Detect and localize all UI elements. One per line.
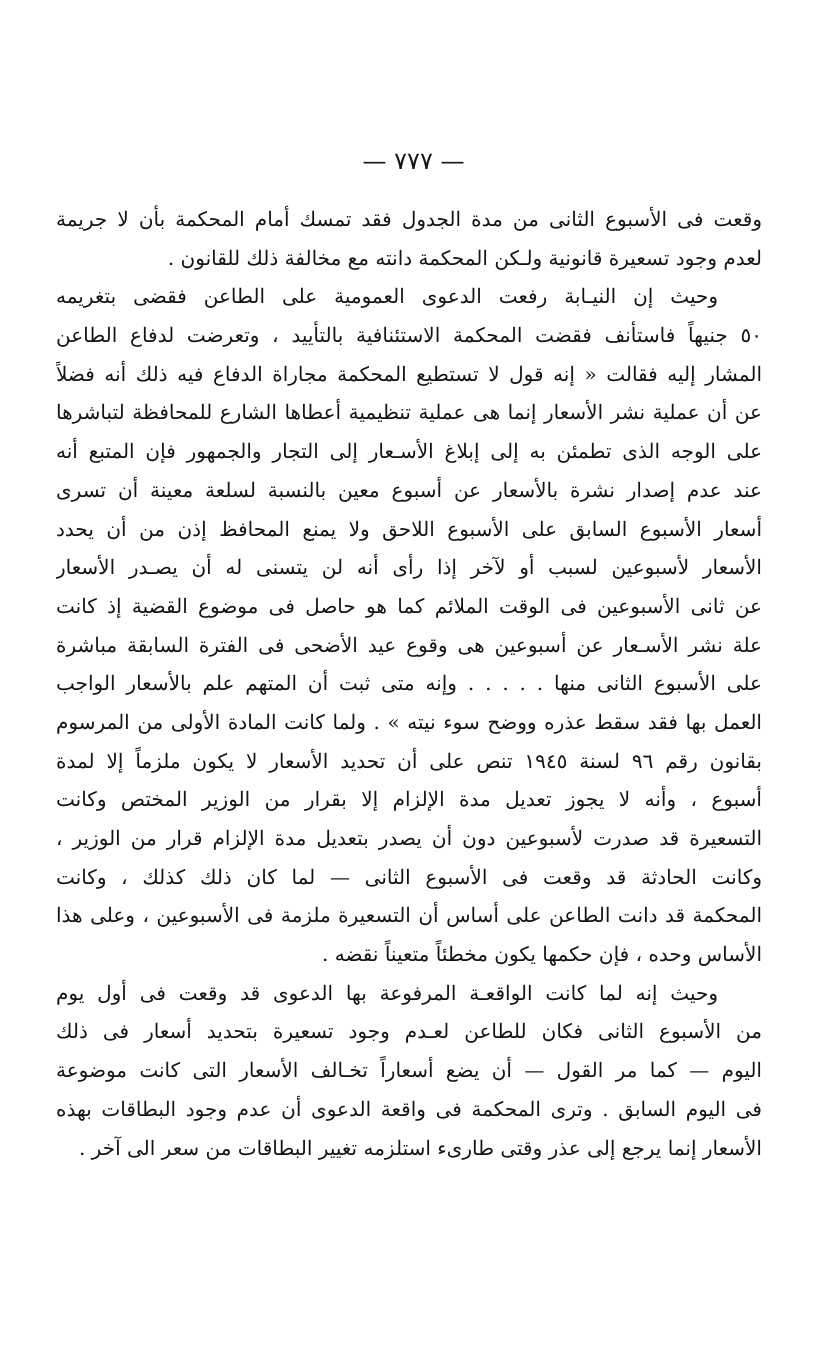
text-line: المشار إليه فقالت « إنه قول لا تستطيع المحكمة مجاراة الدفاع فيه ذلك أنه فضلاً [56,361,762,386]
text-line: على الوجه الذى تطمئن به إلى إبلاغ الأسـعار إلى التجار والجمهور فإن المتبع أنه [56,439,762,464]
text-line: الأساس وحده ، فإن حكمها يكون مخطئاً متعيناً نقضه . [322,942,762,967]
text-line: عند عدم إصدار نشرة بالأسعار عن أسبوع معين بالنسبة لسلعة معينة أن تسرى [56,477,762,502]
text-line: علة نشر الأسـعار عن أسبوعين هى وقوع عيد الأضحى فى الفترة السابقة مباشرة [56,632,762,657]
body-text [56,200,762,1167]
text-line: الأسعار إنما يرجع إلى عذر وقتى طارىء استلزمه تغيير البطاقات من سعر الى آخر . [78,1135,762,1160]
text-line: الأسعار لأسبوعين لسبب أو لآخر إذا رأى أنه لن يتسنى له أن يصـدر الأسعار [56,555,762,580]
text-line: وقعت فى الأسبوع الثانى من مدة الجدول فقد تمسك أمام المحكمة بأن لا جريمة [56,207,762,231]
text-line: عن ثانى الأسبوعين فى الوقت الملائم كما هو حاصل فى موضوع القضية إذ كانت [56,593,762,618]
text-line: المحكمة قد دانت الطاعن على أساس أن التسعيرة ملزمة فى الأسبوعين ، وعلى هذا [56,903,762,928]
text-line: ٥٠ جنيهاً فاستأنف فقضت المحكمة الاستئنافية بالتأييد ، وتعرضت لدفاع الطاعن [56,323,762,348]
text-line: أسبوع ، وأنه لا يجوز تعديل مدة الإلزام إلا بقرار من الوزير المختص وكانت [56,787,762,812]
text-line: اليوم — كما مر القول — أن يضع أسعاراً تخـالف الأسعار التى كانت موضوعة [56,1058,762,1083]
text-line: وكانت الحادثة قد وقعت فى الأسبوع الثانى — لما كان ذلك كذلك ، وكانت [56,864,762,889]
text-line: على الأسبوع الثانى منها . . . . . وإنه متى ثبت أن المتهم علم بالأسعار الواجب [56,671,762,696]
text-line: عن أن عملية نشر الأسعار إنما هى عملية تنظيمية أعطاها الشارع للمحافظة لتباشرها [56,400,762,425]
text-line: بقانون رقم ٩٦ لسنة ١٩٤٥ تنص على أن تحديد الأسعار لا يكون ملزماً إلا لمدة [56,748,762,773]
text-line: فى اليوم السابق . وترى المحكمة فى واقعة الدعوى أن عدم وجود البطاقات بهذه [56,1096,762,1121]
text-line: من الأسبوع الثانى فكان للطاعن لعـدم وجود تسعيرة بتحديد أسعار فى ذلك [56,1019,762,1044]
page-number: — ٧٧٧ — [362,147,465,175]
text-line: التسعيرة قد صدرت لأسبوعين دون أن يصدر بتعديل مدة الإلزام قرار من الوزير ، [56,826,762,850]
text-line: العمل بها فقد سقط عذره ووضح سوء نيته » . ولما كانت المادة الأولى من المرسوم [56,709,762,734]
paragraph-start-line: وحيث إنه لما كانت الواقعـة المرفوعة بها الدعوى قد وقعت فى أول يوم [56,980,718,1005]
text-line: أسعار الأسبوع السابق على الأسبوع اللاحق ولا يمنع المحافظ إذن من أن يحدد [56,516,762,541]
text-line: لعدم وجود تسعيرة قانونية ولـكن المحكمة دانته مع مخالفة ذلك للقانون . [167,245,762,270]
paragraph-start-line: وحيث إن النيـابة رفعت الدعوى العمومية على الطاعن فقضى بتغريمه [56,284,718,309]
